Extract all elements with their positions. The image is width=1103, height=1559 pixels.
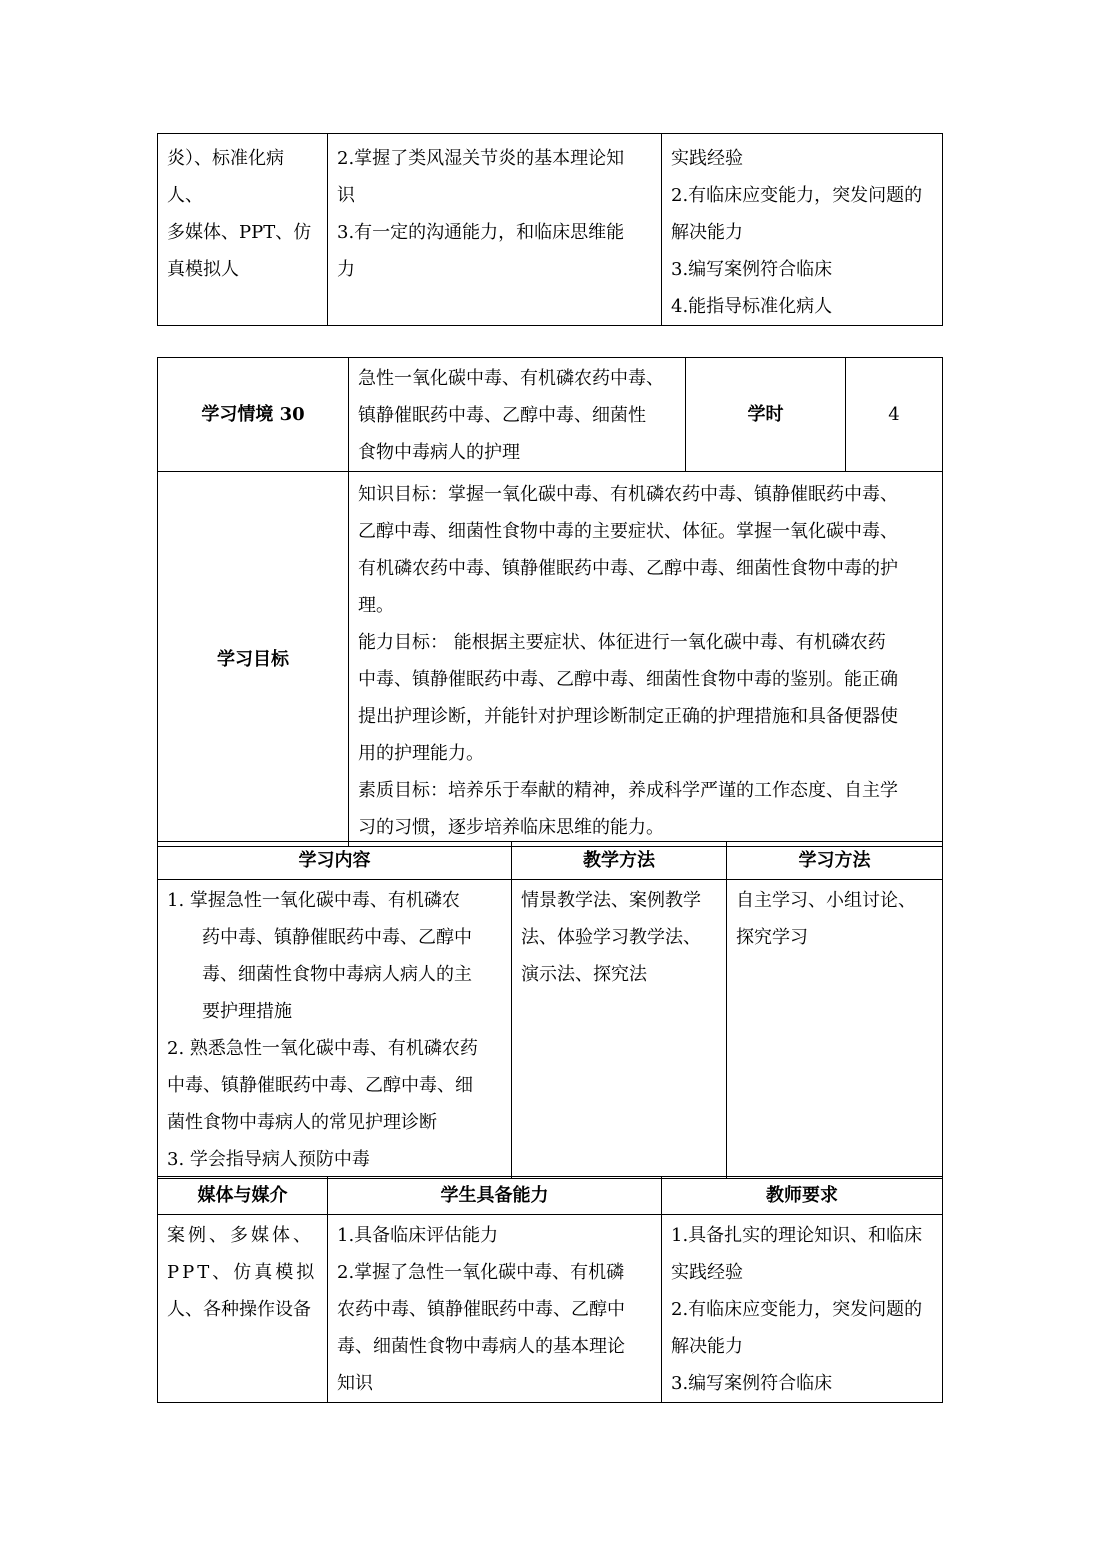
situation-label: 学习情境 30 <box>158 358 349 472</box>
situation-table <box>157 357 943 847</box>
learning-method-header: 学习方法 <box>727 842 943 880</box>
teaching-method-line: 演示法、探究法 <box>521 964 647 985</box>
top-teacher-line: 3.编写案例符合临床 <box>671 259 833 280</box>
top-media-line: 真模拟人 <box>167 259 239 280</box>
media-line: PPT、仿真模拟 <box>167 1262 318 1283</box>
ability-header: 学生具备能力 <box>328 1177 662 1215</box>
objective-line: 有机磷农药中毒、镇静催眠药中毒、乙醇中毒、细菌性食物中毒的护 <box>358 558 898 579</box>
top-ability-line: 3.有一定的沟通能力，和临床思维能 <box>337 222 625 243</box>
teaching-method-line: 法、体验学习教学法、 <box>521 927 701 948</box>
media-cell <box>158 1215 328 1403</box>
teaching-methods-cell <box>512 880 727 1179</box>
media-line: 案例、多媒体、 <box>167 1225 314 1246</box>
learning-method-line: 自主学习、小组讨论、 <box>736 890 916 911</box>
content-item-line: 药中毒、镇静催眠药中毒、乙醇中 <box>202 927 472 948</box>
teacher-header: 教师要求 <box>662 1177 943 1215</box>
teacher-line: 2.有临床应变能力，突发问题的 <box>671 1299 923 1320</box>
teacher-line: 解决能力 <box>671 1336 743 1357</box>
situation-title-line: 镇静催眠药中毒、乙醇中毒、细菌性 <box>358 405 646 426</box>
top-media-line: 多媒体、PPT、仿 <box>167 222 312 243</box>
content-table <box>157 841 943 1179</box>
teacher-line: 3.编写案例符合临床 <box>671 1373 833 1394</box>
content-item-line: 菌性食物中毒病人的常见护理诊断 <box>167 1112 437 1133</box>
top-media-cell <box>158 134 328 326</box>
teacher-line: 实践经验 <box>671 1262 743 1283</box>
top-ability-line: 识 <box>337 185 355 206</box>
top-ability-line: 2.掌握了类风湿关节炎的基本理论知 <box>337 148 625 169</box>
situation-title-line: 食物中毒病人的护理 <box>358 442 520 463</box>
top-table <box>157 133 943 326</box>
top-teacher-line: 2.有临床应变能力，突发问题的 <box>671 185 923 206</box>
objective-line: 提出护理诊断，并能针对护理诊断制定正确的护理措施和具备便器使 <box>358 706 898 727</box>
learning-methods-cell <box>727 880 943 1179</box>
content-item-line: 中毒、镇静催眠药中毒、乙醇中毒、细 <box>167 1075 473 1096</box>
objective-line: 理。 <box>358 595 394 616</box>
situation-title-cell <box>349 358 686 472</box>
top-teacher-cell <box>662 134 943 326</box>
ability-line: 农药中毒、镇静催眠药中毒、乙醇中 <box>337 1299 625 1320</box>
content-item-line: 3. 学会指导病人预防中毒 <box>167 1149 370 1170</box>
ability-line: 1.具备临床评估能力 <box>337 1225 499 1246</box>
teaching-method-line: 情景教学法、案例教学 <box>521 890 701 911</box>
top-teacher-line: 4.能指导标准化病人 <box>671 296 833 317</box>
top-teacher-line: 解决能力 <box>671 222 743 243</box>
content-item-line: 毒、细菌性食物中毒病人病人的主 <box>202 964 472 985</box>
teacher-line: 1.具备扎实的理论知识、和临床 <box>671 1225 923 1246</box>
ability-cell <box>328 1215 662 1403</box>
ability-line: 知识 <box>337 1373 373 1394</box>
ability-line: 2.掌握了急性一氧化碳中毒、有机磷 <box>337 1262 625 1283</box>
objective-line: 习的习惯，逐步培养临床思维的能力。 <box>358 817 664 838</box>
teacher-cell <box>662 1215 943 1403</box>
content-item-line: 2. 熟悉急性一氧化碳中毒、有机磷农药 <box>167 1038 478 1059</box>
objective-line: 知识目标：掌握一氧化碳中毒、有机磷农药中毒、镇静催眠药中毒、 <box>358 484 898 505</box>
requirements-table <box>157 1176 943 1403</box>
content-item-line: 要护理措施 <box>202 1001 292 1022</box>
hours-value: 4 <box>846 358 943 472</box>
media-header: 媒体与媒介 <box>158 1177 328 1215</box>
objective-line: 用的护理能力。 <box>358 743 484 764</box>
media-line: 人、各种操作设备 <box>167 1299 311 1320</box>
top-ability-line: 力 <box>337 259 355 280</box>
objectives-cell <box>349 472 943 847</box>
hours-label: 学时 <box>686 358 846 472</box>
teaching-method-header: 教学方法 <box>512 842 727 880</box>
top-media-line: 炎）、标准化病人、 <box>167 148 284 206</box>
content-item-line: 1. 掌握急性一氧化碳中毒、有机磷农 <box>167 890 460 911</box>
top-teacher-line: 实践经验 <box>671 148 743 169</box>
objective-line: 素质目标：培养乐于奉献的精神，养成科学严谨的工作态度、自主学 <box>358 780 898 801</box>
top-ability-cell <box>328 134 662 326</box>
objective-line: 能力目标： 能根据主要症状、体征进行一氧化碳中毒、有机磷农药 <box>358 632 886 653</box>
content-header: 学习内容 <box>158 842 512 880</box>
content-cell <box>158 880 512 1179</box>
objectives-label: 学习目标 <box>158 472 349 847</box>
situation-title-line: 急性一氧化碳中毒、有机磷农药中毒、 <box>358 368 664 389</box>
learning-method-line: 探究学习 <box>736 927 808 948</box>
ability-line: 毒、细菌性食物中毒病人的基本理论 <box>337 1336 625 1357</box>
objective-line: 乙醇中毒、细菌性食物中毒的主要症状、体征。掌握一氧化碳中毒、 <box>358 521 898 542</box>
objective-line: 中毒、镇静催眠药中毒、乙醇中毒、细菌性食物中毒的鉴别。能正确 <box>358 669 898 690</box>
